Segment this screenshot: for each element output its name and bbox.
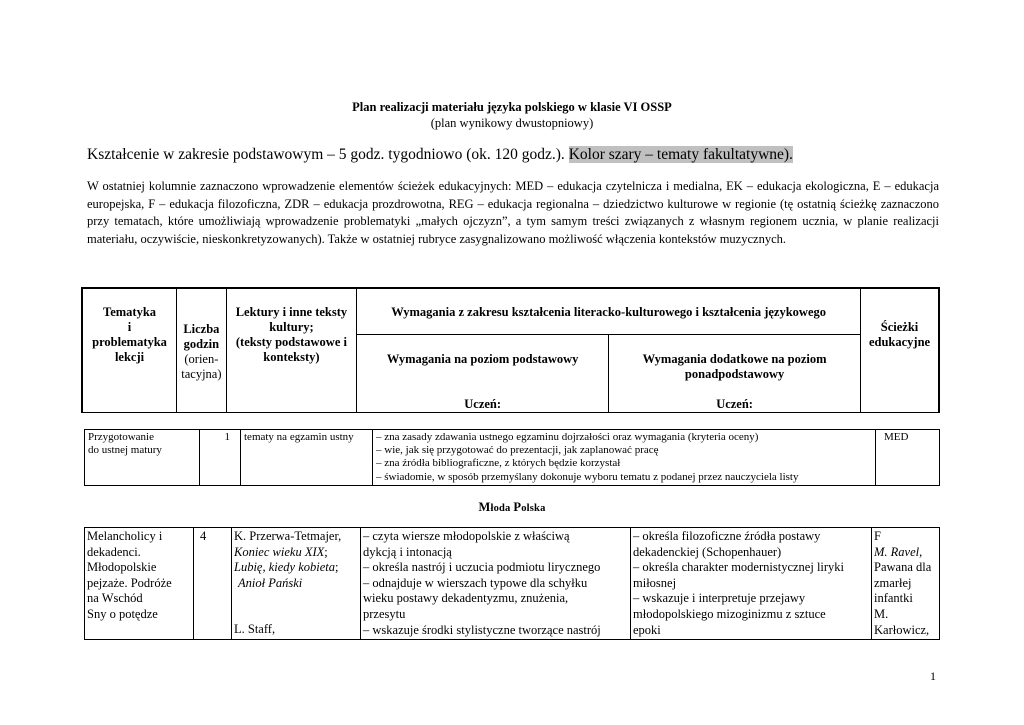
header-basic-student: Uczeń:	[464, 397, 502, 411]
mp-reading-title: Anioł Pański	[238, 575, 303, 590]
intro-paragraph: W ostatniej kolumnie zaznaczono wprowadzenie elementów ścieżek edukacyjnych: MED – edukacja czytelnicza i medialna, EK – edukacja ekologiczna, E – edukacja europejska, F – edukacja filozoficzna, ZDR – edukacja prozdrowotna, REG – edukacja regionalna – dziedzictwo kulturowe w regionie (tę ostatnią ścieżkę zaznaczono przy tematach, które umożliwiają wprowadzenie problematyki „małych ojczyzn”, a tym samym treści związanych z własnym regionem ucznia, w planie realizacji materiału, oczywiście, nieskonkretyzowanych). Także w ostatniej rubryce zasygnalizowano możliwość włączenia kontekstów muzycznych.	[87, 179, 939, 246]
header-paths-line: Ścieżki	[880, 320, 919, 334]
mp-extra-requirements	[631, 528, 872, 640]
exam-requirements	[373, 430, 876, 486]
mp-hours: 4	[194, 528, 232, 640]
scope-heading	[87, 146, 793, 164]
header-hours	[177, 288, 227, 413]
mp-paths	[872, 528, 940, 640]
mp-extra-line: dekadenckiej (Schopenhauer)	[633, 544, 782, 559]
scope-heading-main: Kształcenie w zakresie podstawowym – 5 godz. tygodniowo (ok. 120 godz.).	[87, 146, 565, 163]
mp-basic-line: – określa nastrój i uczucia podmiotu lirycznego	[363, 560, 601, 575]
mp-topic-line: Sny o potędze	[87, 606, 158, 621]
mp-path-line: infantki	[874, 591, 913, 606]
section-word: łoda	[490, 503, 511, 514]
mp-path-line: Pawana dla	[874, 560, 932, 575]
mp-extra-line: miłosnej	[633, 575, 677, 590]
mp-path-line: F	[874, 529, 881, 543]
header-readings-line: konteksty)	[263, 350, 320, 364]
exam-readings: tematy na egzamin ustny	[241, 430, 373, 486]
mp-topic-line: Melancholicy i	[87, 529, 163, 543]
section-heading-mloda-polska	[0, 500, 1024, 515]
header-basic	[357, 334, 609, 413]
mp-readings	[232, 528, 361, 640]
header-extra-line: ponadpodstawowy	[684, 366, 785, 381]
mp-reading-separator: ;	[324, 544, 328, 559]
table-row	[85, 528, 940, 640]
mp-reading-title: Koniec wieku XIX	[234, 544, 325, 559]
header-paths-line: edukacyjne	[868, 335, 931, 349]
table-row	[85, 430, 940, 486]
header-topic-line: i	[127, 320, 132, 334]
mp-reading-author: K. Przerwa-Tetmajer,	[234, 529, 342, 543]
mp-topic-line: pejzaże. Podróże	[87, 575, 172, 590]
header-topic-line: lekcji	[114, 350, 145, 364]
exam-hours: 1	[200, 430, 241, 486]
header-topic	[82, 288, 177, 413]
exam-paths: MED	[876, 430, 940, 486]
mp-extra-line: młodopolskiego mizoginizmu z sztuce	[633, 606, 826, 621]
exam-requirement: – wie, jak się przygotować do prezentacji, jak zaplanować pracę	[376, 444, 659, 457]
header-basic-label: Wymagania na poziom podstawowy	[386, 351, 579, 366]
plan-table-header	[81, 287, 940, 413]
mp-reading-author: L. Staff,	[234, 622, 276, 637]
mp-basic-line: – czyta wiersze młodopolskie z właściwą	[363, 529, 570, 543]
document-title: Plan realizacji materiału języka polskiego w klasie VI OSSP	[352, 100, 672, 114]
header-readings-line: (teksty podstawowe i	[235, 335, 347, 349]
header-hours-line: godzin	[183, 337, 220, 351]
mloda-polska-row-table	[84, 527, 940, 640]
mp-extra-line: epoki	[633, 622, 661, 637]
mp-topic-line: na Wschód	[87, 591, 143, 606]
exam-topic	[85, 430, 200, 486]
header-requirements: Wymagania z zakresu kształcenia literacko-kulturowego i kształcenia językowego	[357, 288, 861, 334]
mp-path-line: zmarłej	[874, 575, 912, 590]
header-readings-line: kultury;	[269, 320, 314, 334]
header-hours-note-line: tacyjna)	[181, 367, 222, 381]
mp-basic-line: dykcją i intonacją	[363, 544, 452, 559]
exam-topic-line: Przygotowanie	[88, 431, 154, 443]
mp-basic-line: wieku postawy dekadentyzmu, znużenia,	[363, 591, 569, 606]
mp-path-line: M. Ravel,	[874, 544, 923, 559]
mp-reading-title: Lubię, kiedy kobieta	[234, 560, 336, 575]
exam-requirement: – zna źródła bibliograficzne, z których będzie korzystał	[376, 457, 621, 470]
mp-extra-line: – wskazuje i interpretuje przejawy	[633, 591, 806, 606]
header-extra-line: Wymagania dodatkowe na poziom	[642, 351, 827, 366]
header-topic-line: problematyka	[92, 335, 167, 349]
mp-extra-line: – określa filozoficzne źródła postawy	[633, 529, 821, 543]
header-hours-line: Liczba	[183, 322, 220, 336]
mp-basic-line: – wskazuje środki stylistyczne tworzące nastrój	[363, 622, 601, 637]
header-topic-line: Tematyka	[103, 305, 157, 319]
mp-basic-line: przesytu	[363, 606, 406, 621]
mp-topic-line: dekadenci.	[87, 544, 141, 559]
mp-extra-line: – określa charakter modernistycznej liryki	[633, 560, 845, 575]
exam-topic-line: do ustnej matury	[88, 444, 162, 457]
mp-topic	[85, 528, 194, 640]
document-subtitle: (plan wynikowy dwustopniowy)	[430, 116, 594, 130]
header-readings-line: Lektury i inne teksty	[235, 305, 348, 319]
mp-reading-separator: ;	[335, 560, 339, 575]
mp-basic-line: – odnajduje w wierszach typowe dla schyłku	[363, 575, 588, 590]
mp-path-line: M.	[874, 606, 889, 621]
exam-requirement: – zna zasady zdawania ustnego egzaminu dojrzałości oraz wymagania (kryteria oceny)	[376, 431, 759, 443]
header-paths	[861, 288, 939, 413]
mp-path-line: Karłowicz,	[874, 622, 930, 637]
page-number: 1	[930, 669, 936, 683]
mp-basic-requirements	[361, 528, 631, 640]
scope-heading-grey-note: Kolor szary – tematy fakultatywne).	[568, 146, 793, 163]
header-extra-student: Uczeń:	[716, 397, 753, 411]
section-initial: P	[513, 500, 522, 514]
header-extra	[609, 334, 861, 413]
section-initial: M	[478, 500, 491, 514]
exam-requirement: – świadomie, w sposób przemyślany dokonuje wyboru tematu z podanej przez nauczyciela listy	[376, 470, 799, 483]
header-readings	[226, 288, 357, 413]
mp-topic-line: Młodopolskie	[87, 560, 157, 575]
section-word: olska	[521, 503, 546, 514]
header-hours-note-line: (orien-	[184, 352, 219, 366]
exam-row-table	[84, 429, 940, 486]
